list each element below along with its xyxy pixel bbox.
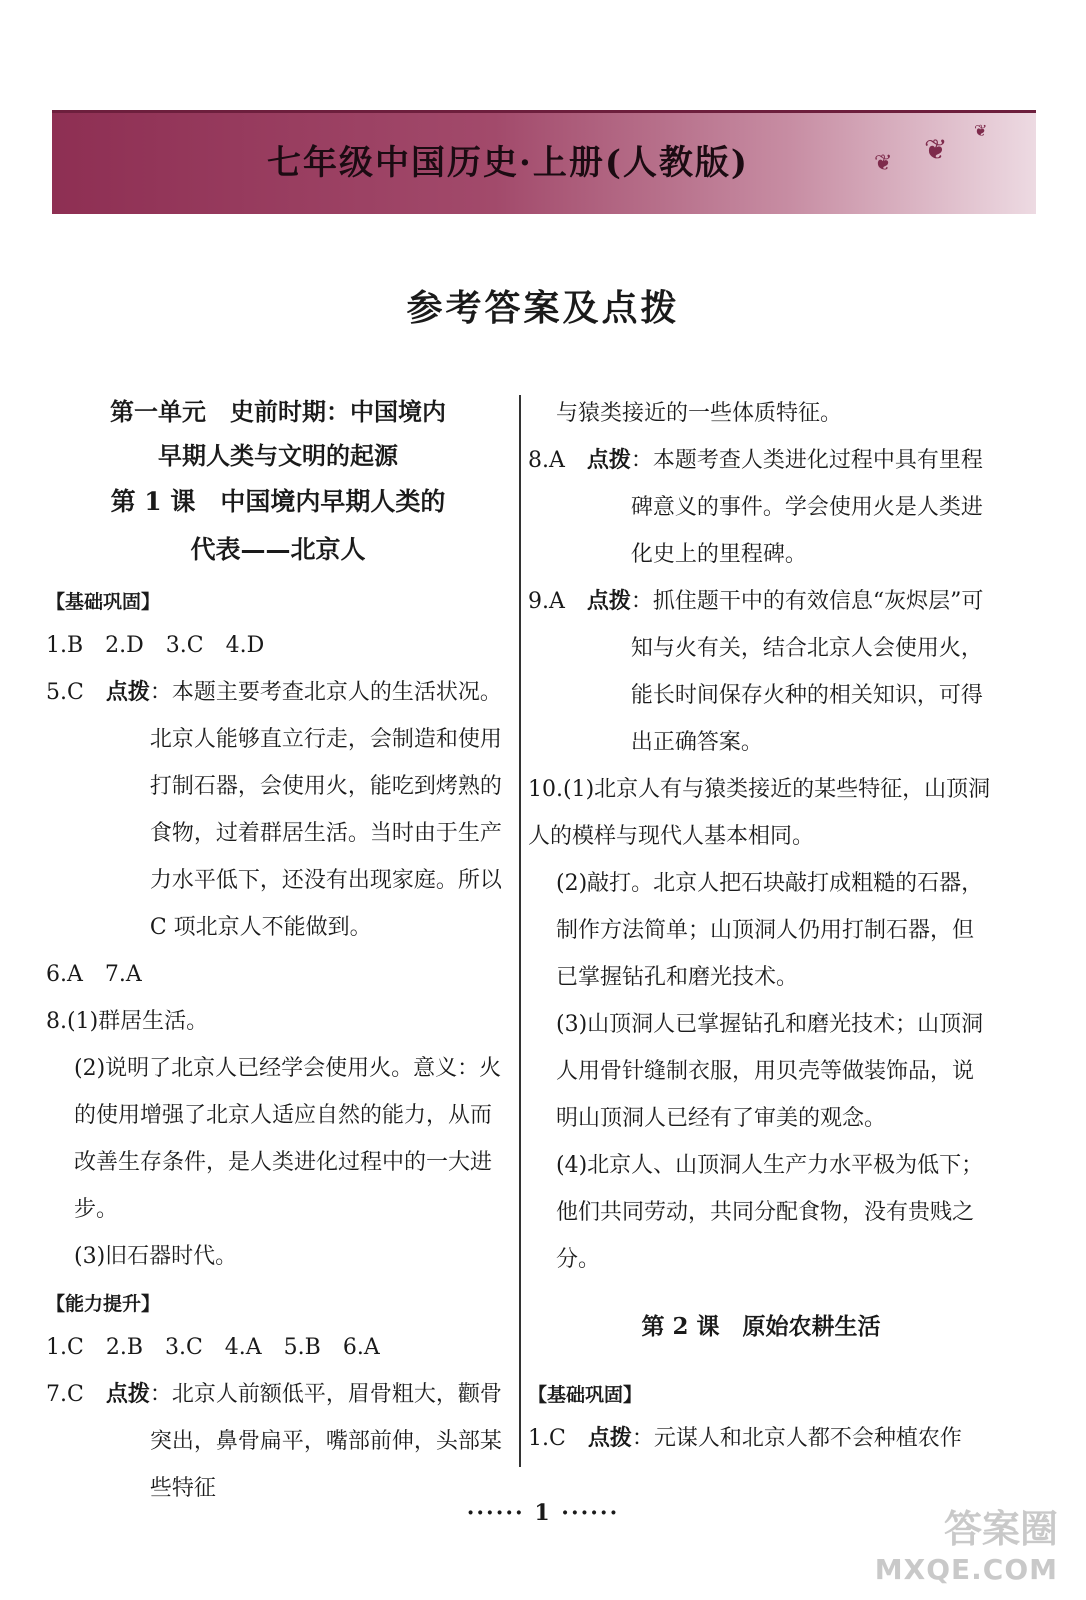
answer-item: 8.(1)群居生活。	[46, 1009, 209, 1034]
watermark-logo: 答案圈	[943, 1507, 1058, 1551]
answer-item: (2)敲打。北京人把石块敲打成粗糙的石器，制作方法简单；山顶洞人仍用打制石器，但已掌握钻孔和磨光技术。	[556, 871, 984, 990]
answer-item: (2)说明了北京人已经学会使用火。意义：火的使用增强了北京人适应自然的能力，从而改善生存条件，是人类进化过程中的一大进步。	[74, 1056, 502, 1222]
section-basic-2: 【基础巩固】	[528, 1384, 643, 1406]
butterfly-icon: ❦	[974, 121, 988, 140]
answer-continuation: 与猿类接近的一些体质特征。	[556, 401, 843, 426]
unit-title-line1: 第一单元 史前时期：中国境内	[110, 398, 446, 426]
answer-item: 10.(1)北京人有与猿类接近的某些特征，山顶洞人的模样与现代人基本相同。	[528, 777, 991, 849]
lesson-2-title: 第 2 课 原始农耕生活	[641, 1313, 881, 1340]
answer-item: (4)北京人、山顶洞人生产力水平极为低下；他们共同劳动，共同分配食物，没有贵贱之分。	[556, 1153, 984, 1272]
answer-item: 9.A 点拨 ：抓住题干中的有效信息“灰烬层”可知与火有关，结合北京人会使用火，能长时间保存火种的相关知识，可得出正确答案。	[528, 589, 984, 755]
butterfly-icon: ❦	[874, 151, 893, 176]
answer-item: 8.A 点拨 ：本题考查人类进化过程中具有里程碑意义的事件。学会使用火是人类进化史上的里程碑。	[528, 448, 983, 567]
page-number: ······ 1 ······	[466, 1500, 620, 1526]
answer-item: 7.C 点拨 ：北京人前额低平，眉骨粗大，颧骨突出，鼻骨扁平，嘴部前伸，头部某些特征	[46, 1382, 502, 1501]
answer-item: (3)旧石器时代。	[74, 1244, 238, 1269]
watermark	[875, 1498, 1058, 1586]
lesson-title-line2: 代表——北京人	[190, 535, 366, 564]
column-divider	[519, 395, 521, 1467]
answers-1-4: 1.B 2.D 3.C 4.D	[46, 633, 265, 658]
answer-item: (3)山顶洞人已掌握钻孔和磨光技术；山顶洞人用骨针缝制衣服，用贝壳等做装饰品，说明山顶洞人已经有了审美的观念。	[556, 1012, 984, 1131]
section-ability: 【能力提升】	[46, 1293, 161, 1315]
header-banner	[52, 110, 1036, 214]
lesson-title-line1: 第 1 课 中国境内早期人类的	[110, 487, 446, 516]
right-column	[528, 390, 994, 1462]
butterfly-icon: ❦	[924, 133, 948, 166]
left-column	[46, 390, 510, 1512]
watermark-url: MXQE.COM	[874, 1553, 1058, 1586]
answers-6-7: 6.A 7.A	[46, 962, 142, 987]
section-basic: 【基础巩固】	[46, 591, 161, 613]
banner-title: 七年级中国历史·上册(人教版)	[267, 143, 750, 183]
answer-item: 1.C 点拨 ：元谋人和北京人都不会种植农作	[528, 1426, 962, 1451]
unit-title-line2: 早期人类与文明的起源	[158, 442, 398, 470]
answer-item: 5.C 点拨 ：本题主要考查北京人的生活状况。北京人能够直立行走，会制造和使用打制石器，会使用火，能吃到烤熟的食物，过着群居生活。当时由于生产力水平低下，还没有出现家庭。所以 C 项北京人不能做到。	[46, 680, 502, 940]
answers-ability: 1.C 2.B 3.C 4.A 5.B 6.A	[46, 1335, 380, 1360]
page-title: 参考答案及点拨	[406, 287, 680, 329]
